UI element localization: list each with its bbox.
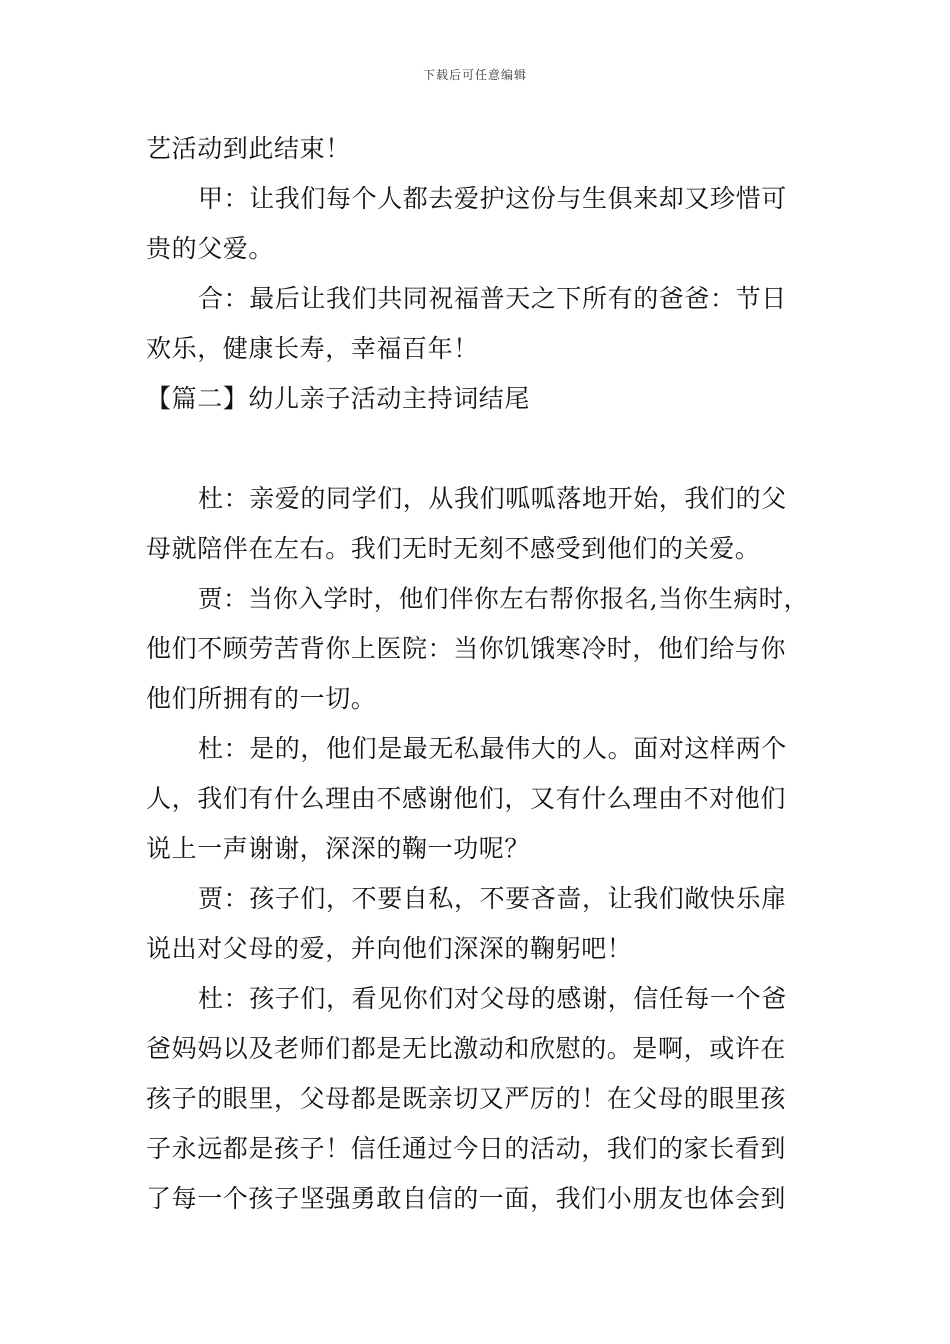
text-line: 艺活动到此结束！ bbox=[146, 134, 351, 163]
blank-line bbox=[146, 424, 810, 474]
text-line: 贾：孩子们，不要自私，不要吝啬，让我们敞快乐扉 bbox=[198, 884, 787, 913]
text-line: 人，我们有什么理由不感谢他们，又有什么理由不对他们 bbox=[146, 784, 787, 813]
document-body bbox=[146, 124, 810, 1224]
text-line: 孩子的眼里，父母都是既亲切又严厉的！在父母的眼里孩 bbox=[146, 1084, 787, 1113]
text-line: 杜：是的，他们是最无私最伟大的人。面对这样两个 bbox=[198, 734, 787, 763]
text-line: 杜：亲爱的同学们，从我们呱呱落地开始，我们的父 bbox=[198, 484, 787, 513]
text-line: 说出对父母的爱，并向他们深深的鞠躬吧！ bbox=[146, 934, 633, 963]
section-heading: 【篇二】幼儿亲子活动主持词结尾 bbox=[146, 384, 531, 413]
text-line: 欢乐，健康长寿，幸福百年！ bbox=[146, 334, 479, 363]
text-line: 了每一个孩子坚强勇敢自信的一面，我们小朋友也体会到 bbox=[146, 1184, 787, 1213]
text-line: 杜：孩子们，看见你们对父母的感谢，信任每一个爸 bbox=[198, 984, 787, 1013]
text-line: 他们所拥有的一切。 bbox=[146, 684, 377, 713]
text-line: 合：最后让我们共同祝福普天之下所有的爸爸：节日 bbox=[198, 284, 787, 313]
text-line: 说上一声谢谢，深深的鞠一功呢？ bbox=[146, 834, 531, 863]
text-line: 爸妈妈以及老师们都是无比激动和欣慰的。是啊，或许在 bbox=[146, 1034, 787, 1063]
page-header: 下载后可任意编辑 bbox=[422, 68, 527, 82]
text-line: 他们不顾劳苦背你上医院：当你饥饿寒冷时，他们给与你 bbox=[146, 634, 787, 663]
text-line: 贵的父爱。 bbox=[146, 234, 275, 263]
text-line: 甲：让我们每个人都去爱护这份与生俱来却又珍惜可 bbox=[198, 184, 787, 213]
text-line: 贾：当你入学时，他们伴你左右帮你报名,当你生病时， bbox=[198, 584, 809, 613]
text-line: 母就陪伴在左右。我们无时无刻不感受到他们的关爱。 bbox=[146, 534, 761, 563]
text-line: 子永远都是孩子！信任通过今日的活动，我们的家长看到 bbox=[146, 1134, 787, 1163]
